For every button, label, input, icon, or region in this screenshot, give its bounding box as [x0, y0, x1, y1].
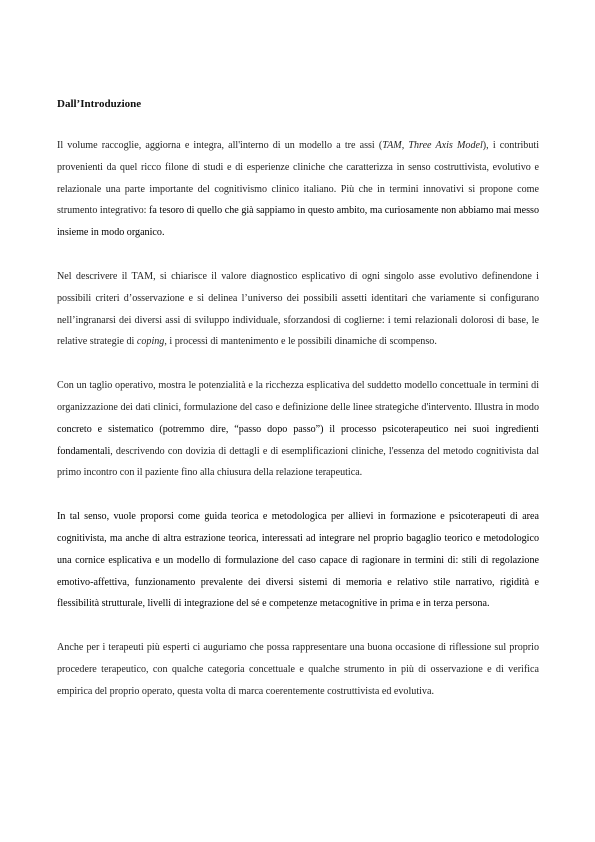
paragraph-1-text: ), i contributi provenienti da quel ricco filone di studi e di esperienze cliniche che caratterizza in senso costruttivista, evolutivo e relazionale una parte importante del cognitivismo clinico italiano. Più che in termini innovativi si propone come strumento integrativo:: [57, 140, 540, 217]
paragraph-2-text: Nel descrivere il TAM, si chiarisce il valore diagnostico esplicativo di ogni singolo asse evolutivo definendone i possibili criteri d’osservazione e si delinea l’universo dei possibili assetti identitari che variamente si configurano nell’ingranarsi dei diversi assi di sviluppo individuale, sforzandosi di coglierne: i temi relazionali dolorosi di base, le relative strategie di: [57, 270, 539, 348]
paragraph-1-text: Il volume raccoglie, aggiorna e integra, all'interno di un modello a tre assi (: [57, 140, 383, 151]
paragraph-5-text: Anche per i terapeuti più esperti ci auguriamo che possa rappresentare una buona occasione di riflessione sul proprio procedere terapeutico, con qualche categoria concettuale e qualche strumento in più di osservazione e di verifica empirica del proprio operato, questa volta di marca coerentemente costruttivista ed evolutiva.: [57, 642, 539, 697]
paragraph-2-italic: coping: [136, 336, 165, 348]
document-heading: Dall’Introduzione: [57, 98, 142, 110]
paragraph-2-text: , i processi di mantenimento e le possibili dinamiche di scompenso.: [164, 336, 437, 348]
paragraph-2: [57, 266, 539, 353]
paragraph-1: [57, 135, 539, 244]
paragraph-4: [57, 506, 539, 615]
paragraph-3-text: , descrivendo con dovizia di dettagli e di esemplificazioni cliniche, l'essenza del metodo cognitivista dal primo incontro con il paziente fino alla chiusura della relazione terapeutica.: [57, 445, 539, 479]
paragraph-1-emphasis: fa tesoro di quello che già sappiamo in questo ambito, ma curiosamente non abbiamo mai messo insieme in modo organico.: [57, 205, 539, 239]
paragraph-3-emphasis: concreto e sistematico (potremmo dire, “passo dopo passo”) il processo psicoterapeutico nei suoi ingredienti fondamentali: [57, 423, 539, 457]
paragraph-4-text: In tal senso, vuole proporsi come guida teorica e metodologica per allievi in formazione e psicoterapeuti di area cognitivista, ma anche di altra estrazione teorica, interessati ad integrare nel proprio bagaglio teorico e metodologico una cornice esplicativa e un modello di formulazione del caso capace di ragionare in termini di: stili di regolazione emotivo-affettiva, funzionamento prevalente dei diversi sistemi di memoria e relativo stile narrativo, rigidità e flessibilità strutturale, livelli di integrazione del sé e competenze metacognitive in prima e in terza persona.: [57, 511, 539, 610]
paragraph-5: [57, 637, 539, 702]
paragraph-3-text: Con un taglio operativo, mostra le potenzialità e la ricchezza esplicativa del suddetto modello concettuale in termini di organizzazione dei dati clinici, formulazione del caso e definizione delle linee strategiche d'intervento. Illustra in modo: [57, 380, 539, 413]
paragraph-3: [57, 375, 539, 484]
paragraph-1-italic: TAM, Three Axis Model: [382, 140, 483, 151]
